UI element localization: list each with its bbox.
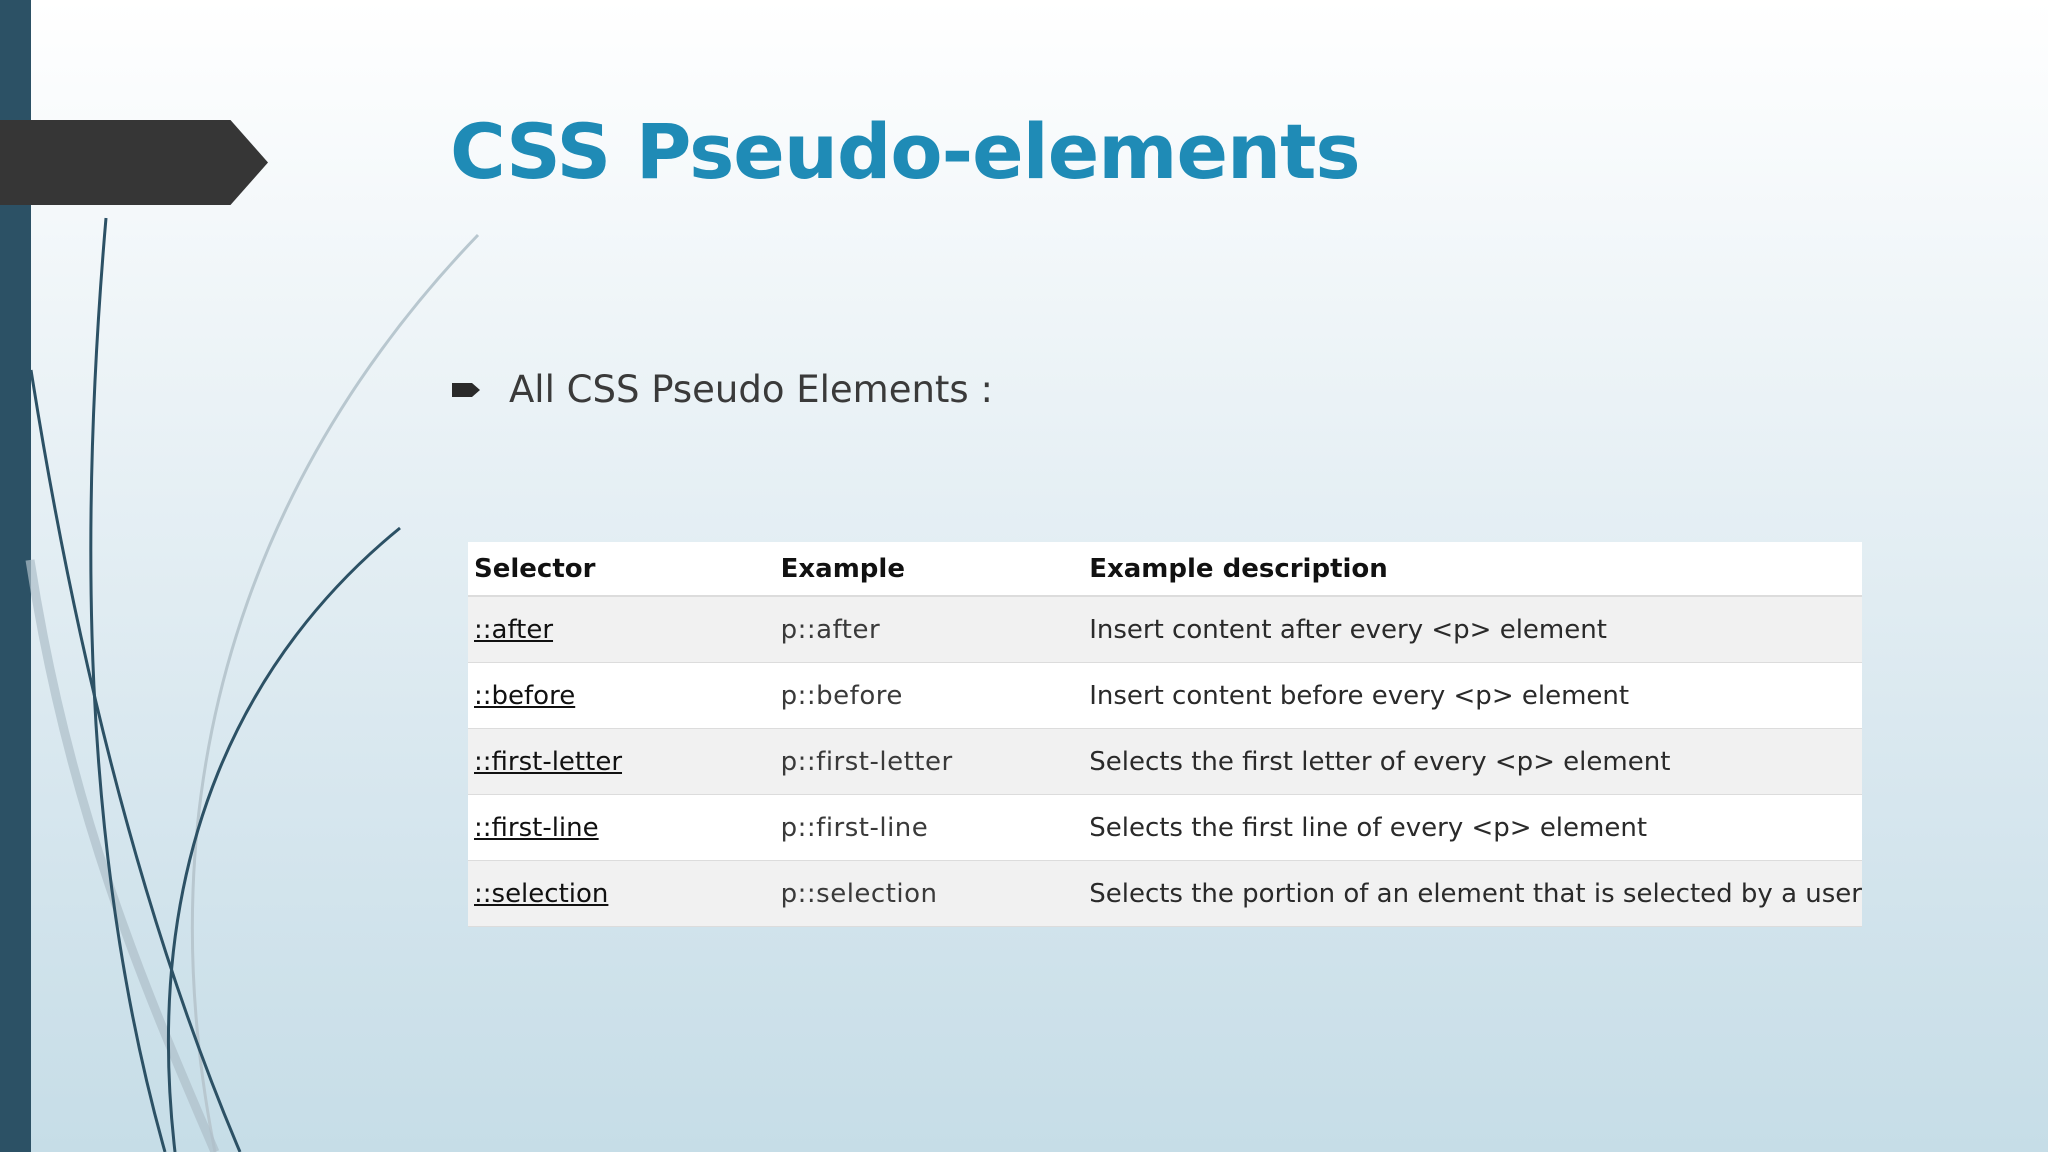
selector-cell bbox=[468, 663, 775, 729]
example-cell: p::selection bbox=[775, 861, 1084, 927]
description-cell: Selects the first line of every <p> element bbox=[1083, 795, 1862, 861]
example-cell: p::first-line bbox=[775, 795, 1084, 861]
selector-link[interactable]: ::after bbox=[474, 614, 554, 645]
bullet-item bbox=[452, 368, 993, 411]
title-arrow-tab bbox=[0, 120, 268, 205]
header-example: Example bbox=[775, 542, 1084, 596]
table-row bbox=[468, 663, 1862, 729]
bullet-text: All CSS Pseudo Elements : bbox=[509, 368, 993, 411]
selector-link[interactable]: ::first-letter bbox=[474, 746, 623, 777]
selector-link[interactable]: ::before bbox=[474, 680, 576, 711]
arrow-bullet-icon bbox=[452, 382, 481, 398]
example-cell: p::after bbox=[775, 596, 1084, 663]
selector-cell bbox=[468, 861, 775, 927]
description-cell: Insert content after every <p> element bbox=[1083, 596, 1862, 663]
description-cell: Selects the first letter of every <p> element bbox=[1083, 729, 1862, 795]
selector-link[interactable]: ::first-line bbox=[474, 812, 599, 843]
description-cell: Insert content before every <p> element bbox=[1083, 663, 1862, 729]
header-description: Example description bbox=[1083, 542, 1862, 596]
pseudo-elements-table bbox=[468, 542, 1862, 927]
slide-title: CSS Pseudo-elements bbox=[450, 107, 1360, 196]
selector-cell bbox=[468, 795, 775, 861]
selector-link[interactable]: ::selection bbox=[474, 878, 609, 909]
example-cell: p::before bbox=[775, 663, 1084, 729]
example-cell: p::first-letter bbox=[775, 729, 1084, 795]
selector-cell bbox=[468, 596, 775, 663]
header-selector: Selector bbox=[468, 542, 775, 596]
description-cell: Selects the portion of an element that is selected by a user bbox=[1083, 861, 1862, 927]
table-row bbox=[468, 729, 1862, 795]
table-header-row bbox=[468, 542, 1862, 596]
table-row bbox=[468, 795, 1862, 861]
selector-cell bbox=[468, 729, 775, 795]
table-row bbox=[468, 596, 1862, 663]
table-row bbox=[468, 861, 1862, 927]
